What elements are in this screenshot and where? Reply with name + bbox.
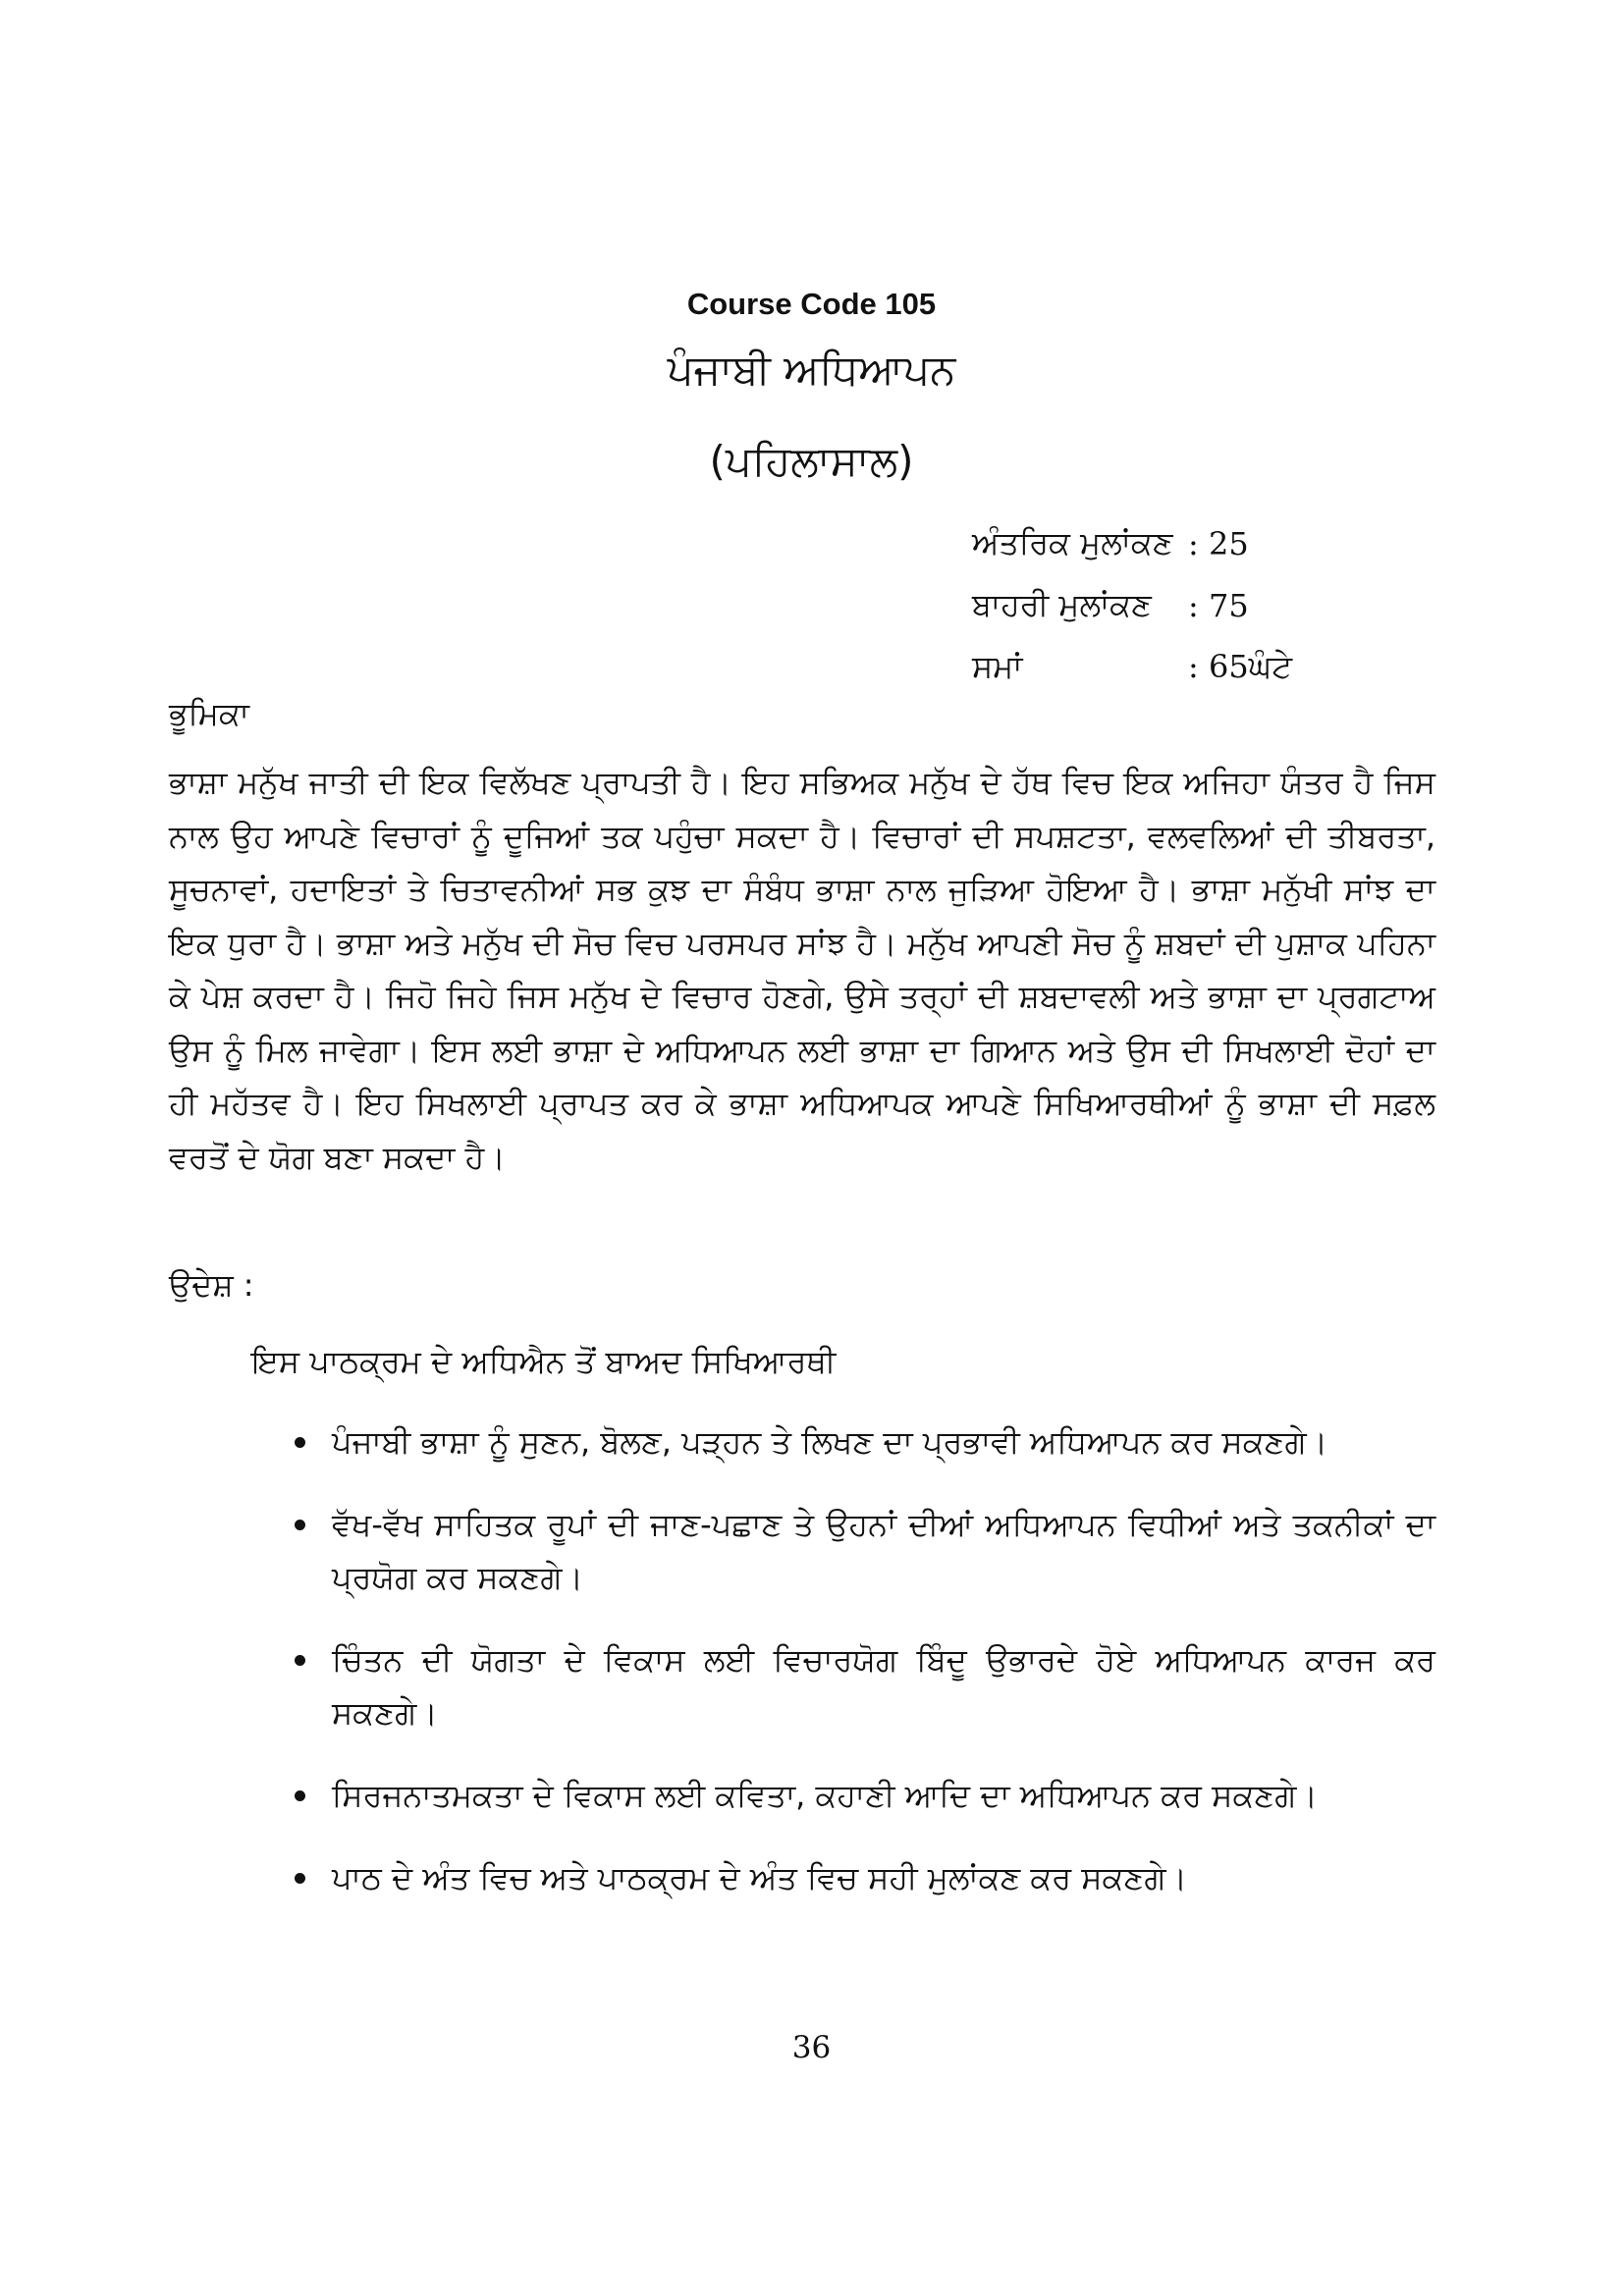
year-label: (ਪਹਿਲਾਸਾਲ) xyxy=(709,437,914,485)
marks-label: ਬਾਹਰੀ ਮੁਲਾਂਕਣ xyxy=(972,586,1152,623)
bullet-icon xyxy=(295,1437,305,1448)
marks-row-external xyxy=(972,574,1292,636)
list-item-text: ਵੱਖ-ਵੱਖ ਸਾਹਿਤਕ ਰੂਪਾਂ ਦੀ ਜਾਣ-ਪਛਾਣ ਤੇ ਉਹਨਾਂ ਦੀਆਂ ਅਧਿਆਪਨ ਵਿਧੀਆਂ ਅਤੇ ਤਕਨੀਕਾਂ ਦਾ ਪ੍ਰਯੋਗ ਕਰ ਸਕਣਗੇ। xyxy=(332,1506,1435,1596)
bullet-icon xyxy=(295,1520,305,1530)
page-number: 36 xyxy=(791,2030,832,2065)
list-item xyxy=(295,1498,1435,1604)
objectives-lead: ਇਸ ਪਾਠਕ੍ਰਮ ਦੇ ਅਧਿਐਨ ਤੋਂ ਬਾਅਦ ਸਿਖਿਆਰਥੀ xyxy=(251,1343,837,1380)
marks-row-internal xyxy=(972,512,1292,574)
course-code: Course Code 105 xyxy=(686,287,937,321)
marks-label: ਅੰਤਰਿਕ ਮੁਲਾਂਕਣ xyxy=(972,524,1173,561)
introduction-paragraph: ਭਾਸ਼ਾ ਮਨੁੱਖ ਜਾਤੀ ਦੀ ਇਕ ਵਿਲੱਖਣ ਪ੍ਰਾਪਤੀ ਹੈ। ਇਹ ਸਭਿਅਕ ਮਨੁੱਖ ਦੇ ਹੱਥ ਵਿਚ ਇਕ ਅਜਿਹਾ ਯੰਤਰ ਹੈ ਜਿਸ ਨਾਲ ਉਹ ਆਪਣੇ ਵਿਚਾਰਾਂ ਨੂੰ ਦੂਜਿਆਂ ਤਕ ਪਹੁੰਚਾ ਸਕਦਾ ਹੈ। ਵਿਚਾਰਾਂ ਦੀ ਸਪਸ਼ਟਤਾ, ਵਲਵਲਿਆਂ ਦੀ ਤੀਬਰਤਾ, ਸੂਚਨਾਵਾਂ, ਹਦਾਇਤਾਂ ਤੇ ਚਿਤਾਵਨੀਆਂ ਸਭ ਕੁਝ ਦਾ ਸੰਬੰਧ ਭਾਸ਼ਾ ਨਾਲ ਜੁੜਿਆ ਹੋਇਆ ਹੈ। ਭਾਸ਼ਾ ਮਨੁੱਖੀ ਸਾਂਝ ਦਾ ਇਕ ਧੁਰਾ ਹੈ। ਭਾਸ਼ਾ ਅਤੇ ਮਨੁੱਖ ਦੀ ਸੋਚ ਵਿਚ ਪਰਸਪਰ ਸਾਂਝ ਹੈ। ਮਨੁੱਖ ਆਪਣੀ ਸੋਚ ਨੂੰ ਸ਼ਬਦਾਂ ਦੀ ਪੁਸ਼ਾਕ ਪਹਿਨਾ ਕੇ ਪੇਸ਼ ਕਰਦਾ ਹੈ। ਜਿਹੋ ਜਿਹੇ ਜਿਸ ਮਨੁੱਖ ਦੇ ਵਿਚਾਰ ਹੋਣਗੇ, ਉਸੇ ਤਰ੍ਹਾਂ ਦੀ ਸ਼ਬਦਾਵਲੀ ਅਤੇ ਭਾਸ਼ਾ ਦਾ ਪ੍ਰਗਟਾਅ ਉਸ ਨੂੰ ਮਿਲ ਜਾਵੇਗਾ। ਇਸ ਲਈ ਭਾਸ਼ਾ ਦੇ ਅਧਿਆਪਨ ਲਈ ਭਾਸ਼ਾ ਦਾ ਗਿਆਨ ਅਤੇ ਉਸ ਦੀ ਸਿਖਲਾਈ ਦੋਹਾਂ ਦਾ ਹੀ ਮਹੱਤਵ ਹੈ। ਇਹ ਸਿਖਲਾਈ ਪ੍ਰਾਪਤ ਕਰ ਕੇ ਭਾਸ਼ਾ ਅਧਿਆਪਕ ਆਪਣੇ ਸਿਖਿਆਰਥੀਆਂ ਨੂੰ ਭਾਸ਼ਾ ਦੀ ਸਫ਼ਲ ਵਰਤੋਂ ਦੇ ਯੋਗ ਬਣਾ ਸਕਦਾ ਹੈ। xyxy=(169,764,1435,1176)
list-item-text: ਪਾਠ ਦੇ ਅੰਤ ਵਿਚ ਅਤੇ ਪਾਠਕ੍ਰਮ ਦੇ ਅੰਤ ਵਿਚ ਸਹੀ ਮੁਲਾਂਕਣ ਕਰ ਸਕਣਗੇ। xyxy=(332,1859,1188,1896)
introduction-heading: ਭੂਮਿਕਾ xyxy=(169,695,249,732)
list-item-text: ਚਿੰਤਨ ਦੀ ਯੋਗਤਾ ਦੇ ਵਿਕਾਸ ਲਈ ਵਿਚਾਰਯੋਗ ਬਿੰਦੂ ਉਭਾਰਦੇ ਹੋਏ ਅਧਿਆਪਨ ਕਾਰਜ ਕਰ ਸਕਣਗੇ। xyxy=(332,1641,1435,1732)
marks-table xyxy=(972,512,1292,698)
bullet-icon xyxy=(295,1655,305,1666)
list-item-text: ਸਿਰਜਨਾਤਮਕਤਾ ਦੇ ਵਿਕਾਸ ਲਈ ਕਵਿਤਾ, ਕਹਾਣੀ ਆਦਿ ਦਾ ਅਧਿਆਪਨ ਕਰ ਸਕਣਗੇ। xyxy=(332,1777,1318,1814)
objectives-heading: ਉਦੇਸ਼ : xyxy=(169,1266,254,1304)
objectives-list xyxy=(295,1415,1435,1934)
list-item xyxy=(295,1769,1435,1822)
marks-label: ਸਮਾਂ xyxy=(972,648,1023,685)
marks-row-time xyxy=(972,636,1292,698)
bullet-icon xyxy=(295,1790,305,1801)
marks-value: : 65ਘੰਟੇ xyxy=(1188,648,1292,685)
list-item xyxy=(295,1633,1435,1739)
subject-title: ਪੰਜਾਬੀ ਅਧਿਆਪਨ xyxy=(667,346,956,394)
bullet-icon xyxy=(295,1873,305,1884)
marks-value: : 25 xyxy=(1188,524,1249,562)
list-item-text: ਪੰਜਾਬੀ ਭਾਸ਼ਾ ਨੂੰ ਸੁਣਨ, ਬੋਲਣ, ਪੜ੍ਹਨ ਤੇ ਲਿਖਣ ਦਾ ਪ੍ਰਭਾਵੀ ਅਧਿਆਪਨ ਕਰ ਸਕਣਗੇ। xyxy=(332,1423,1328,1461)
list-item xyxy=(295,1851,1435,1904)
marks-value: : 75 xyxy=(1188,586,1249,624)
list-item xyxy=(295,1415,1435,1468)
